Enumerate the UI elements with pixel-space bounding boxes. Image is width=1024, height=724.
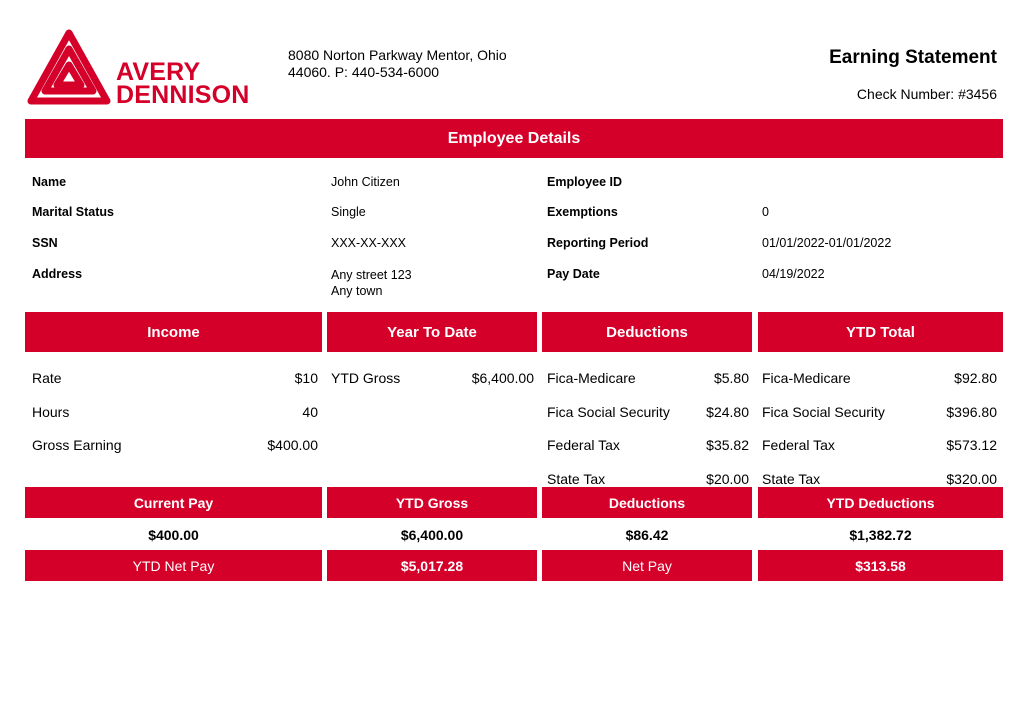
reporting-period-label: Reporting Period <box>547 236 649 250</box>
pay-date-value: 04/19/2022 <box>762 267 825 281</box>
ytd-row-value: $6,400.00 <box>471 370 534 386</box>
deduction-row-value: $20.00 <box>706 471 749 487</box>
summary-deductions-header: Deductions <box>542 487 752 518</box>
address-value <box>331 267 412 299</box>
logo-wordmark-avery: AVERY <box>116 58 201 86</box>
ytd-row <box>331 370 534 386</box>
summary-deductions-value: $86.42 <box>625 527 669 543</box>
address-value-line2: Any town <box>331 284 383 298</box>
deduction-row <box>547 437 749 453</box>
ytd-total-row <box>762 370 997 386</box>
deduction-row-value: $35.82 <box>706 437 749 453</box>
name-label: Name <box>32 175 67 189</box>
ytd-total-row-value: $320.00 <box>946 471 997 487</box>
income-row-label: Hours <box>32 404 70 420</box>
ytd-total-row-value: $396.80 <box>946 404 997 420</box>
company-logo-icon <box>25 27 113 107</box>
statement-title: Earning Statement <box>829 47 997 68</box>
deductions-header: Deductions <box>542 312 752 352</box>
exemptions-value: 0 <box>762 205 769 219</box>
logo-wordmark-dennison: DENNISON <box>116 81 250 109</box>
deduction-row-label: State Tax <box>547 471 606 487</box>
ytd-total-row <box>762 471 997 487</box>
employee-details-header: Employee Details <box>25 119 1003 158</box>
company-address <box>288 47 507 81</box>
deduction-row-label: Federal Tax <box>547 437 620 453</box>
employee-id-label: Employee ID <box>547 175 623 189</box>
name-value: John Citizen <box>331 175 400 189</box>
income-row <box>32 370 318 386</box>
address-label: Address <box>32 267 83 281</box>
ytd-total-row-label: Federal Tax <box>762 437 835 453</box>
company-address-line1: 8080 Norton Parkway Mentor, Ohio <box>288 47 507 63</box>
pay-date-label: Pay Date <box>547 267 600 281</box>
deduction-row <box>547 370 749 386</box>
check-number: Check Number: #3456 <box>856 86 997 102</box>
net-pay-header: Net Pay <box>542 550 752 581</box>
deduction-row-value: $24.80 <box>706 404 749 420</box>
ytd-net-pay-value: $5,017.28 <box>327 550 537 581</box>
ytd-total-row-label: Fica Social Security <box>762 404 885 420</box>
year-to-date-header: Year To Date <box>327 312 537 352</box>
net-pay-value: $313.58 <box>758 550 1003 581</box>
marital-status-value: Single <box>331 205 366 219</box>
deduction-row-label: Fica Social Security <box>547 404 670 420</box>
income-header: Income <box>25 312 322 352</box>
address-value-line1: Any street 123 <box>331 268 412 282</box>
deduction-row-label: Fica-Medicare <box>547 370 636 386</box>
current-pay-value: $400.00 <box>148 527 199 543</box>
current-pay-header: Current Pay <box>25 487 322 518</box>
ytd-total-row <box>762 404 997 420</box>
ytd-deductions-value: $1,382.72 <box>849 527 912 543</box>
income-row-label: Rate <box>32 370 62 386</box>
income-row-value: $400.00 <box>267 437 318 453</box>
ytd-total-row-label: State Tax <box>762 471 821 487</box>
income-row <box>32 404 318 420</box>
deduction-row <box>547 404 749 420</box>
deduction-row <box>547 471 749 487</box>
ytd-total-header: YTD Total <box>758 312 1003 352</box>
reporting-period-value: 01/01/2022-01/01/2022 <box>762 236 892 250</box>
income-row-label: Gross Earning <box>32 437 122 453</box>
ytd-total-row <box>762 437 997 453</box>
ytd-row-label: YTD Gross <box>331 370 401 386</box>
income-row-value: 40 <box>302 404 318 420</box>
ytd-gross-value: $6,400.00 <box>400 527 464 543</box>
ytd-total-row-label: Fica-Medicare <box>762 370 851 386</box>
marital-status-label: Marital Status <box>32 205 114 219</box>
ssn-label: SSN <box>32 236 58 250</box>
ytd-net-pay-header: YTD Net Pay <box>25 550 322 581</box>
income-row <box>32 437 318 453</box>
ytd-total-row-value: $573.12 <box>946 437 997 453</box>
deduction-row-value: $5.80 <box>713 370 749 386</box>
ytd-deductions-header: YTD Deductions <box>758 487 1003 518</box>
ytd-gross-header: YTD Gross <box>327 487 537 518</box>
exemptions-label: Exemptions <box>547 205 618 219</box>
ytd-total-row-value: $92.80 <box>954 370 997 386</box>
income-row-value: $10 <box>294 370 318 386</box>
company-address-line2: 44060. P: 440-534-6000 <box>288 64 440 80</box>
ssn-value: XXX-XX-XXX <box>331 236 407 250</box>
